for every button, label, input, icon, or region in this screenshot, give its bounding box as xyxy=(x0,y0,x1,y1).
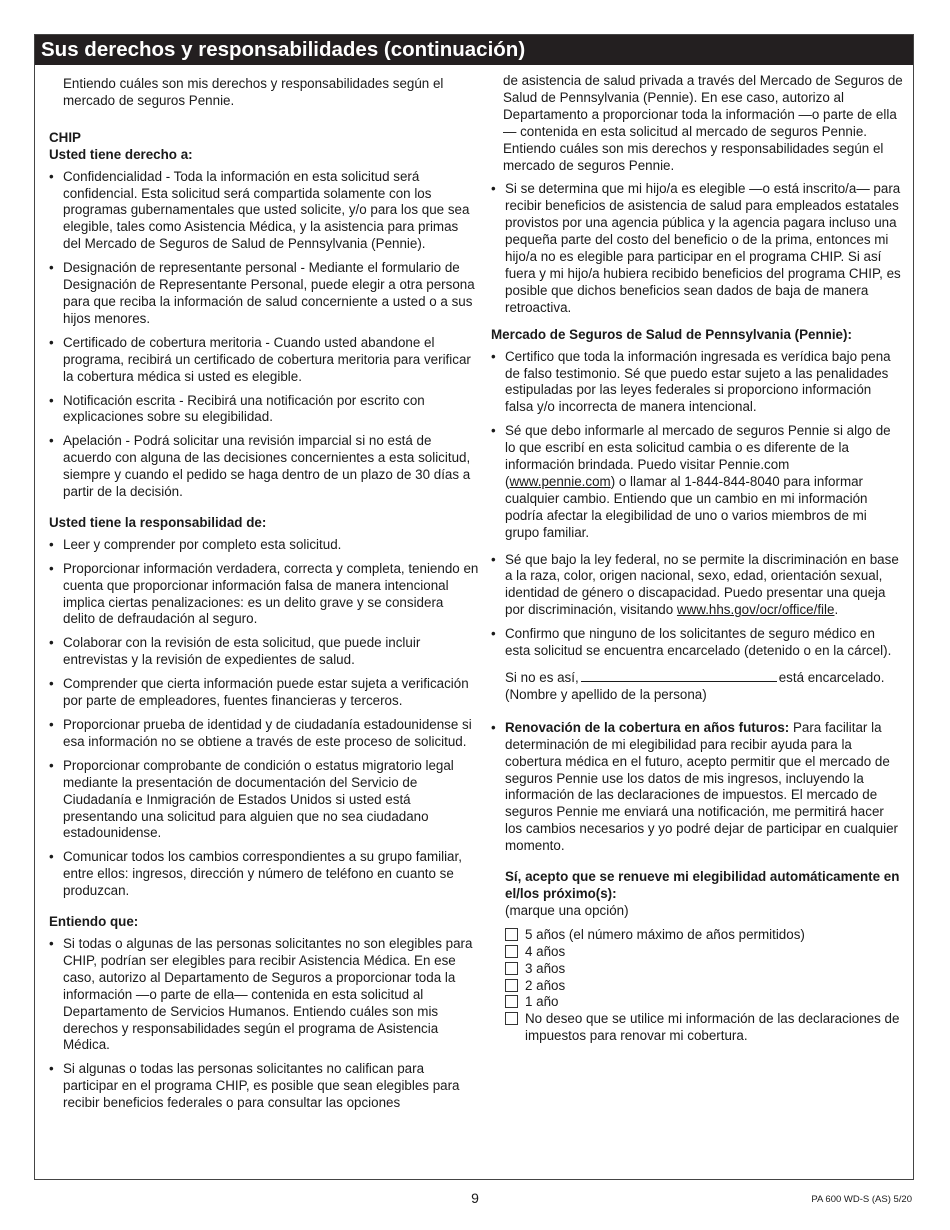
list-item xyxy=(491,552,903,620)
form-page xyxy=(34,34,914,1180)
list-item: • Notificación escrita - Recibirá una notificación por escrito con explicaciones sobre su elegibilidad. xyxy=(49,393,479,427)
option-label: 3 años xyxy=(525,960,566,976)
renewal-text: Para facilitar la determinación de mi elegibilidad para recibir ayuda para la cobertura médica en el futuro, acepto permitir que el mercado de seguros Pennie use los datos de mis ingresos, incluyendo la información de las declaraciones de impuestos. El mercado de seguros Pennie me enviará una notificación, me permitirá hacer los cambios necesarios y yo podré dejar de participar en cualquier momento. xyxy=(505,719,899,854)
discrim-text-a: Sé que bajo la ley federal, no se permite la discriminación en base a la raza, color, origen nacional, sexo, edad, orientación sexual, identidad de género o discapacidad. Puedo presentar una queja por discriminación, visitando xyxy=(505,551,899,618)
list-item: • Comprender que cierta información puede estar sujeta a verificación por parte de empleadores, fuentes financieras y terceros. xyxy=(49,676,479,710)
incarcerated-name-field[interactable] xyxy=(581,669,777,682)
option-1-year[interactable] xyxy=(505,994,903,1011)
responsibilities-heading: Usted tiene la responsabilidad de: xyxy=(49,514,267,530)
intro-text: Entiendo cuáles son mis derechos y responsabilidades según el mercado de seguros Pennie. xyxy=(63,76,444,108)
renewal-options xyxy=(491,869,903,1045)
list-item: • Certifico que toda la información ingresada es verídica bajo pena de falso testimonio. Sé que puedo estar sujeto a las penalidades estipuladas por las leyes federales si proporciono información falsa y/o incorrecta de manera intencional. xyxy=(491,349,903,417)
report-text-b: ) o llamar al 1-844-844-8040 para informar cualquier cambio. Entiendo que un cambio en mi información podría afectar la elegibilidad de uno o varios miembros de mi grupo familiar. xyxy=(505,473,868,540)
list-item: • Leer y comprender por completo esta solicitud. xyxy=(49,537,479,554)
list-item: • Proporcionar información verdadera, correcta y completa, teniendo en cuenta que proporcionar información falsa de manera intencional implica ciertas penalizaciones: es un delito grave y se considera delito de defraudación al seguro. xyxy=(49,561,479,629)
checkbox[interactable] xyxy=(505,962,518,975)
list-item: • Designación de representante personal - Mediante el formulario de Designación de Representante Personal, puede elegir a otra persona para que reciba la información de salud concerniente a usted o a sus hijos menores. xyxy=(49,260,479,328)
renewal-lead: Renovación de la cobertura en años futuros: xyxy=(505,719,790,735)
list-item xyxy=(491,423,903,541)
right-column xyxy=(491,73,903,1045)
understand-heading: Entiendo que: xyxy=(49,914,139,930)
pennie-list xyxy=(491,349,903,855)
hhs-link[interactable]: www.hhs.gov/ocr/office/file xyxy=(676,602,835,618)
list-item xyxy=(491,720,903,855)
list-item: • Si algunas o todas las personas solicitantes no califican para participar en el programa CHIP, es posible que sean elegibles para recibir beneficios federales o para consultar las opciones xyxy=(49,1061,479,1112)
checkbox[interactable] xyxy=(505,945,518,958)
if-not-label: Si no es así, xyxy=(505,670,579,685)
list-item: • Colaborar con la revisión de esta solicitud, que puede incluir entrevistas y la revisión de expedientes de salud. xyxy=(49,635,479,669)
option-opt-out[interactable] xyxy=(505,1011,903,1045)
list-item: • Confidencialidad - Toda la información en esta solicitud será confidencial. Esta solicitud será compartida solamente con los programas gubernamentales que usted solicite, y/o para los que sea elegible, tales como Asistencia Médica, y la asistencia para primas del Mercado de Seguros de Salud de Pennsylvania (Pennie). xyxy=(49,169,479,254)
list-item: • Proporcionar comprobante de condición o estatus migratorio legal mediante la presentación de documentación del Servicio de Ciudadanía e Inmigración de Estados Unidos si usted está presentando una solicitud para alguien que no sea ciudadano estadounidense. xyxy=(49,758,479,843)
list-item: • Apelación - Podrá solicitar una revisión imparcial si no está de acuerdo con alguna de las decisiones concernientes a esta solicitud, siempre y cuando el pedido se haga dentro de un plazo de 30 días a partir de la decisión. xyxy=(49,433,479,501)
name-hint: (Nombre y apellido de la persona) xyxy=(505,686,707,702)
option-label: 4 años xyxy=(525,943,566,959)
continuation-text: de asistencia de salud privada a través del Mercado de Seguros de Salud de Pennsylvania (Pennie). En ese caso, autorizo al Departamento a proporcionar toda la información —o parte de ella— contenida en esta solicitud al mercado de seguros Pennie. Entiendo cuáles son mis derechos y responsabilidades según el mercado de seguros Pennie. xyxy=(503,73,903,173)
option-3-years[interactable] xyxy=(505,961,903,978)
page-title: Sus derechos y responsabilidades (continuación) xyxy=(35,35,913,65)
option-label: 5 años (el número máximo de años permitidos) xyxy=(525,926,805,942)
accept-hint: (marque una opción) xyxy=(505,902,629,918)
pennie-link[interactable]: www.pennie.com xyxy=(509,473,611,489)
report-text-a: Sé que debo informarle al mercado de seguros Pennie si algo de lo que escribí en esta solicitud cambia o es diferente de la información brindada. Puedo visitar Pennie.com ( xyxy=(505,423,891,489)
option-label: 1 año xyxy=(525,994,559,1010)
rights-heading: Usted tiene derecho a: xyxy=(49,146,193,162)
checkbox[interactable] xyxy=(505,1012,518,1025)
option-2-years[interactable] xyxy=(505,978,903,995)
list-item: • Proporcionar prueba de identidad y de ciudadanía estadounidense si esa información no se obtiene a través de este proceso de solicitud. xyxy=(49,717,479,751)
checkbox[interactable] xyxy=(505,995,518,1008)
responsibilities-list xyxy=(49,537,479,900)
option-label: 2 años xyxy=(525,977,566,993)
left-column xyxy=(49,73,479,1119)
incarcerated-suffix: está encarcelado. xyxy=(778,670,885,685)
list-item: • Comunicar todos los cambios correspondientes a su grupo familiar, entre ellos: ingresos, dirección y número de teléfono en cuanto se produzcan. xyxy=(49,849,479,900)
discrim-text-b: . xyxy=(834,602,839,618)
accept-heading: Sí, acepto que se renueve mi elegibilidad automáticamente en el/los próximo(s): xyxy=(505,869,900,901)
form-id: PA 600 WD-S (AS) 5/20 xyxy=(811,1194,912,1205)
incarcerated-text: Confirmo que ninguno de los solicitantes de seguro médico en esta solicitud se encuentra encarcelado (detenido o en la cárcel). xyxy=(505,626,892,659)
list-item xyxy=(491,626,903,704)
checkbox[interactable] xyxy=(505,928,518,941)
chip-retro-list xyxy=(491,181,903,316)
option-5-years[interactable] xyxy=(505,927,903,944)
option-4-years[interactable] xyxy=(505,944,903,961)
list-item: • Certificado de cobertura meritoria - Cuando usted abandone el programa, recibirá un certificado de cobertura meritoria para verificar la cobertura médica si usted es elegible. xyxy=(49,335,479,386)
option-label: No deseo que se utilice mi información de las declaraciones de impuestos para renovar mi cobertura. xyxy=(525,1011,900,1044)
option-list xyxy=(505,927,903,1045)
chip-heading: CHIP xyxy=(49,129,81,145)
rights-list xyxy=(49,169,479,501)
list-item: • Si todas o algunas de las personas solicitantes no son elegibles para CHIP, podrían ser elegibles para recibir Asistencia Médica. En ese caso, autorizo al Departamento de Seguros a proporcionar toda la información —o parte de ella— contenida en esta solicitud al Departamento de Servicios Humanos. Entiendo cuáles son mis derechos y responsabilidades según el programa de Asistencia Médica. xyxy=(49,936,479,1054)
pennie-heading: Mercado de Seguros de Salud de Pennsylvania (Pennie): xyxy=(491,326,852,342)
checkbox[interactable] xyxy=(505,979,518,992)
understand-list xyxy=(49,936,479,1112)
page-number: 9 xyxy=(471,1190,479,1206)
incarcerated-line xyxy=(505,669,903,687)
list-item: • Si se determina que mi hijo/a es elegible —o está inscrito/a— para recibir beneficios de asistencia de salud para empleados estatales provistos por una agencia pública y la agencia pagara incluso una pequeña parte del costo del beneficio o de la prima, entonces mi hijo/a no es elegible para participar en el programa CHIP. Si así fuera y mi hijo/a hubiera recibido beneficios del programa CHIP, es posible que dichos beneficios sean dados de baja de manera retroactiva. xyxy=(491,181,903,316)
